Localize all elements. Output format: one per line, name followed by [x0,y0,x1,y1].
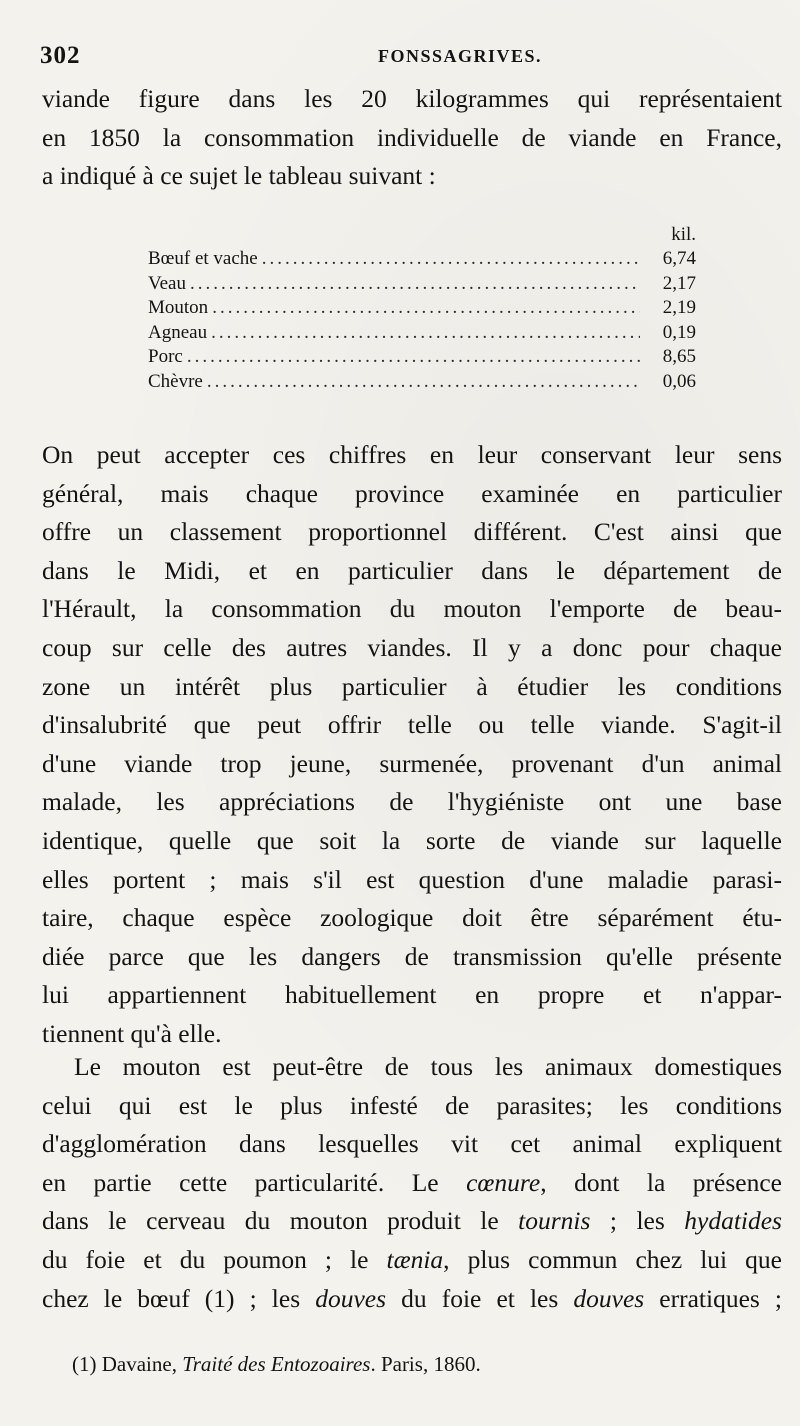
text-line: identique, quelle que soit la sorte de viande sur laquelle [42,825,782,855]
row-value: 8,65 [662,346,696,367]
italic-term: hydatides [684,1206,782,1236]
text-line: lui appartiennent habituellement en propre et n'appar- [42,980,782,1010]
meat-consumption-table [148,222,696,394]
footnote [72,1352,481,1377]
text-run: du foie et les [386,1283,574,1313]
dot-leader [207,370,640,395]
text-line: a indiqué à ce sujet le tableau suivant : [42,161,436,191]
table-row [148,345,696,370]
italic-term: cœnure [466,1167,541,1197]
paragraph-1 [42,80,782,196]
dot-leader [187,345,640,370]
text-line: zone un intérêt plus particulier à étudier les conditions [42,671,782,701]
row-value: 6,74 [662,248,696,269]
text-run: , dont la présence [540,1167,782,1197]
row-label: Mouton [148,297,209,318]
text-line: d'une viande trop jeune, surmenée, provenant d'un animal [42,748,782,778]
text-line: Le mouton est peut-être de tous les animaux domestiques [74,1052,782,1081]
paragraph-2 [42,436,782,1054]
text-line: taire, chaque espèce zoologique doit être séparément étu- [42,903,782,933]
row-value: 2,19 [662,297,696,318]
text-line: On peut accepter ces chiffres en leur conservant leur sens [42,440,782,469]
page-number: 302 [40,42,81,69]
text-run: , plus commun chez lui que [443,1244,782,1274]
dot-leader [262,247,640,272]
row-label: Chèvre [148,370,203,392]
text-line [42,1280,782,1319]
dot-leader [212,296,640,321]
paragraph-3 [42,1048,782,1318]
text-run: ; les [590,1206,685,1236]
text-run: du foie et du poumon ; le [42,1244,387,1274]
row-value: 0,06 [662,370,696,392]
footnote-title: Traité des Entozoaires [182,1352,371,1376]
text-line: malade, les appréciations de l'hygiéniste ont une base [42,787,782,817]
text-line: général, mais chaque province examinée en particulier [42,478,782,508]
text-line: coup sur celle des autres viandes. Il y a donc pour chaque [42,632,782,662]
row-label: Agneau [148,321,208,343]
table-row [148,321,696,346]
text-run: chez le bœuf (1) ; les [42,1283,316,1313]
text-run: en partie cette particularité. Le [42,1167,467,1197]
text-line: dans le Midi, et en particulier dans le département de [42,555,782,585]
text-line: l'Hérault, la consommation du mouton l'emporte de beau- [42,594,782,624]
text-line: en 1850 la consommation individuelle de viande en France, [42,122,782,152]
text-line: offre un classement proportionnel différent. C'est ainsi que [42,517,782,547]
footnote-rest: . Paris, 1860. [370,1352,481,1376]
row-label: Bœuf et vache [148,248,258,269]
text-line [42,1241,782,1280]
italic-term: douves [315,1283,387,1313]
footnote-marker: (1) Davaine, [72,1352,183,1376]
text-run: dans le cerveau du mouton produit le [42,1206,519,1236]
dot-leader [190,272,640,297]
table-row [148,296,696,321]
running-head: FONSSAGRIVES. [378,46,543,66]
text-line [42,1164,782,1203]
table-row [148,272,696,297]
italic-term: douves [573,1283,645,1313]
italic-term: tournis [518,1206,591,1236]
row-value: 2,17 [662,272,696,294]
text-line [42,1202,782,1241]
table-unit: kil. [671,224,696,245]
text-line: d'insalubrité que peut offrir telle ou telle viande. S'agit-il [42,710,782,740]
page-header [40,42,780,72]
text-line: d'agglomération dans lesquelles vit cet animal expliquent [42,1129,782,1159]
row-label: Porc [148,346,183,367]
text-line: viande figure dans les 20 kilogrammes qui représentaient [42,84,782,113]
row-label: Veau [148,272,186,294]
row-value: 0,19 [662,321,696,343]
text-line: celui qui est le plus infesté de parasites; les conditions [42,1090,782,1120]
text-line: elles portent ; mais s'il est question d'une maladie parasi- [42,864,782,894]
dot-leader [211,321,640,346]
table-row [148,247,696,272]
text-line: diée parce que les dangers de transmission qu'elle présente [42,941,782,971]
table-row [148,370,696,395]
italic-term: tænia [386,1244,444,1274]
text-run: erratiques ; [644,1283,782,1313]
text-line: tiennent qu'à elle. [42,1018,222,1048]
